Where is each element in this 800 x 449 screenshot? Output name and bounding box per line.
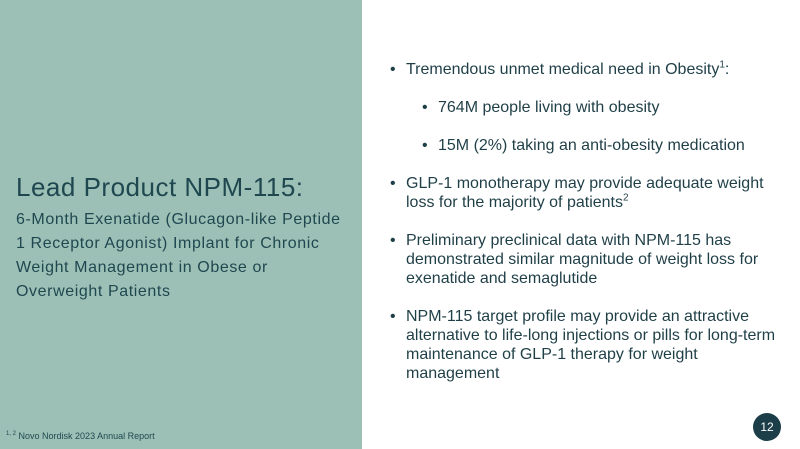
footnote-text: Novo Nordisk 2023 Annual Report	[18, 431, 155, 441]
footnote	[6, 431, 155, 441]
footnote-marks: 1, 2	[6, 431, 17, 437]
bullet-list	[390, 60, 785, 383]
bullet-glp1-monotherapy: • GLP-1 monotherapy may provide adequate weight loss for the majority of patients$^2$	[390, 174, 785, 212]
bullet-unmet-need: • Tremendous unmet medical need in Obesity$^1$:	[390, 60, 785, 79]
slide-title: Lead Product NPM-115:	[16, 172, 304, 202]
bullet-obesity-population: • 764M people living with obesity	[422, 98, 785, 117]
bullet-anti-obesity-medication: • 15M (2%) taking an anti-obesity medication	[422, 136, 785, 155]
bullet-target-profile: • NPM-115 target profile may provide an attractive alternative to life-long injections or pills for long-term maintenance of GLP-1 therapy for weight management	[390, 307, 785, 383]
slide-subtitle: 6-Month Exenatide (Glucagon-like Peptide 1 Receptor Agonist) Implant for Chronic Weight Management in Obese or Overweight Patients	[16, 211, 341, 300]
bullet-preclinical-data: • Preliminary preclinical data with NPM-115 has demonstrated similar magnitude of weight loss for exenatide and semaglutide	[390, 231, 785, 288]
page-number-badge: 12	[753, 413, 781, 441]
title-panel	[0, 0, 362, 449]
